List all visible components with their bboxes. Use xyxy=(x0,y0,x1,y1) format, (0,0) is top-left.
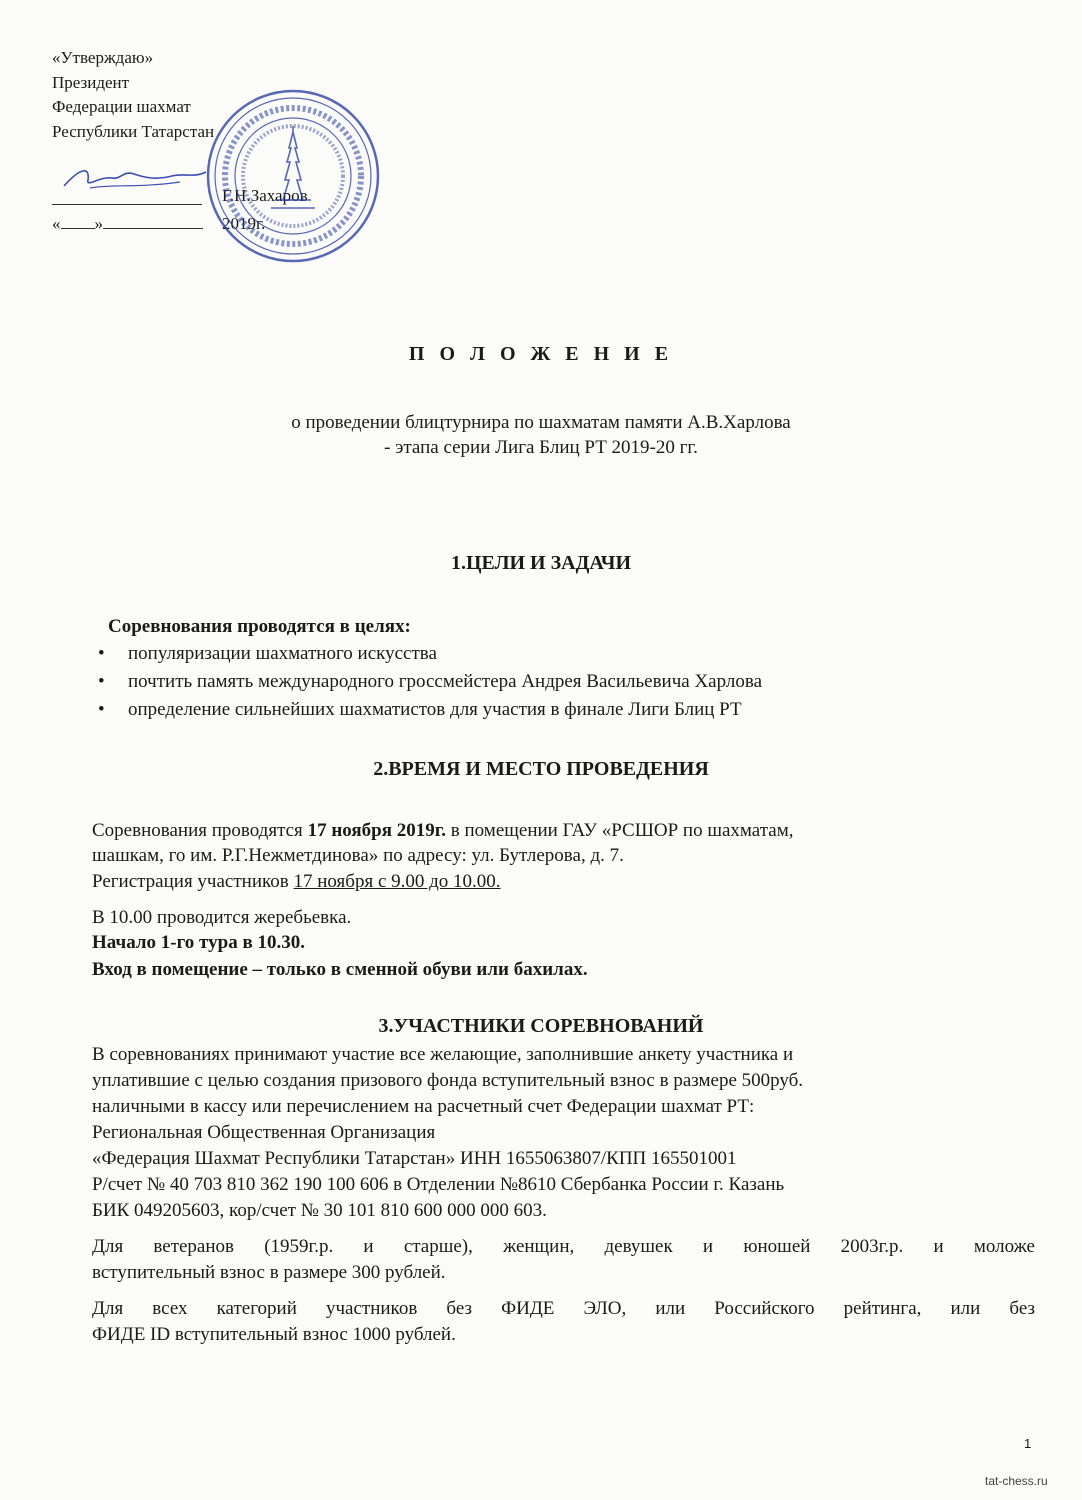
paragraph-line: Р/счет № 40 703 810 362 190 100 606 в Отделении №8610 Сбербанка России г. Казань xyxy=(92,1174,785,1195)
approval-block xyxy=(52,46,214,144)
list-item: популяризации шахматного искусства xyxy=(128,643,437,664)
bullet-icon: • xyxy=(98,671,105,692)
approval-date-blank xyxy=(52,214,203,234)
list-item: определение сильнейших шахматистов для участия в финале Лиги Блиц РТ xyxy=(128,699,742,720)
date-quote-open: « xyxy=(52,214,61,233)
paragraph-line: Для всех категорий участников без ФИДЕ ЭЛО, или Российского рейтинга, или без xyxy=(92,1298,1035,1319)
paragraph-line: шашкам, го им. Р.Г.Нежметдинова» по адресу: ул. Бутлерова, д. 7. xyxy=(92,845,624,866)
event-date: 17 ноября 2019г. xyxy=(307,820,447,841)
date-quote-close: » xyxy=(94,214,103,233)
document-title: П О Л О Ж Е Н И Е xyxy=(408,343,674,365)
registration-time: 17 ноября с 9.00 до 10.00. xyxy=(293,871,501,892)
text-span: Соревнования проводятся xyxy=(92,820,308,841)
subtitle-line: о проведении блицтурнира по шахматам памяти А.В.Харлова xyxy=(291,412,791,433)
paragraph-line: В соревнованиях принимают участие все желающие, заполнившие анкету участника и xyxy=(92,1044,794,1065)
approval-line: Федерации шахмат xyxy=(52,97,191,116)
bullet-icon: • xyxy=(98,699,105,720)
subtitle-line: - этапа серии Лига Блиц РТ 2019-20 гг. xyxy=(384,437,698,458)
approval-line: Республики Татарстан xyxy=(52,121,215,141)
seal-icon xyxy=(205,88,381,264)
paragraph-line: Для ветеранов (1959г.р. и старше), женщин, девушек и юношей 2003г.р. и моложе xyxy=(92,1236,1035,1257)
document-subtitle xyxy=(0,410,1082,460)
approval-line: «Утверждаю» xyxy=(52,48,154,67)
paragraph-line: ФИДЕ ID вступительный взнос 1000 рублей. xyxy=(92,1324,456,1345)
section-heading: 3.УЧАСТНИКИ СОРЕВНОВАНИЙ xyxy=(378,1015,704,1037)
page-number: 1 xyxy=(1024,1436,1032,1451)
section-lead: Соревнования проводятся в целях: xyxy=(108,616,411,637)
paragraph-line: Региональная Общественная Организация xyxy=(92,1122,436,1143)
watermark: tat-chess.ru xyxy=(985,1474,1048,1488)
registration-line xyxy=(92,869,501,895)
start-time: Начало 1-го тура в 10.30. xyxy=(92,932,305,953)
paragraph-line: наличными в кассу или перечислением на расчетный счет Федерации шахмат РТ: xyxy=(92,1096,755,1117)
approval-year: 2019г. xyxy=(222,214,266,233)
paragraph-line: уплатившие с целью создания призового фонда вступительный взнос в размере 500руб. xyxy=(92,1070,804,1091)
paragraph-line: В 10.00 проводится жеребьевка. xyxy=(92,907,352,928)
entry-rule: Вход в помещение – только в сменной обуви или бахилах. xyxy=(92,959,588,980)
approval-line: Президент xyxy=(52,72,130,92)
signer-name: Г.Н.Захаров xyxy=(222,186,308,205)
bullet-icon: • xyxy=(98,643,105,664)
paragraph-line: вступительный взнос в размере 300 рублей. xyxy=(92,1262,446,1283)
paragraph-line: БИК 049205603, кор/счет № 30 101 810 600 000 000 603. xyxy=(92,1200,547,1221)
signature-icon xyxy=(60,158,210,198)
signature-line xyxy=(52,204,202,205)
paragraph-line: «Федерация Шахмат Республики Татарстан» ИНН 1655063807/КПП 165501001 xyxy=(92,1148,737,1169)
paragraph-line xyxy=(92,818,1035,844)
text-span: Регистрация участников xyxy=(92,871,294,892)
section-heading: 2.ВРЕМЯ И МЕСТО ПРОВЕДЕНИЯ xyxy=(373,758,709,780)
text-span: в помещении ГАУ «РСШОР по шахматам, xyxy=(446,820,794,841)
list-item: почтить память международного гроссмейстера Андрея Васильевича Харлова xyxy=(128,671,763,692)
section-heading: 1.ЦЕЛИ И ЗАДАЧИ xyxy=(450,552,632,574)
